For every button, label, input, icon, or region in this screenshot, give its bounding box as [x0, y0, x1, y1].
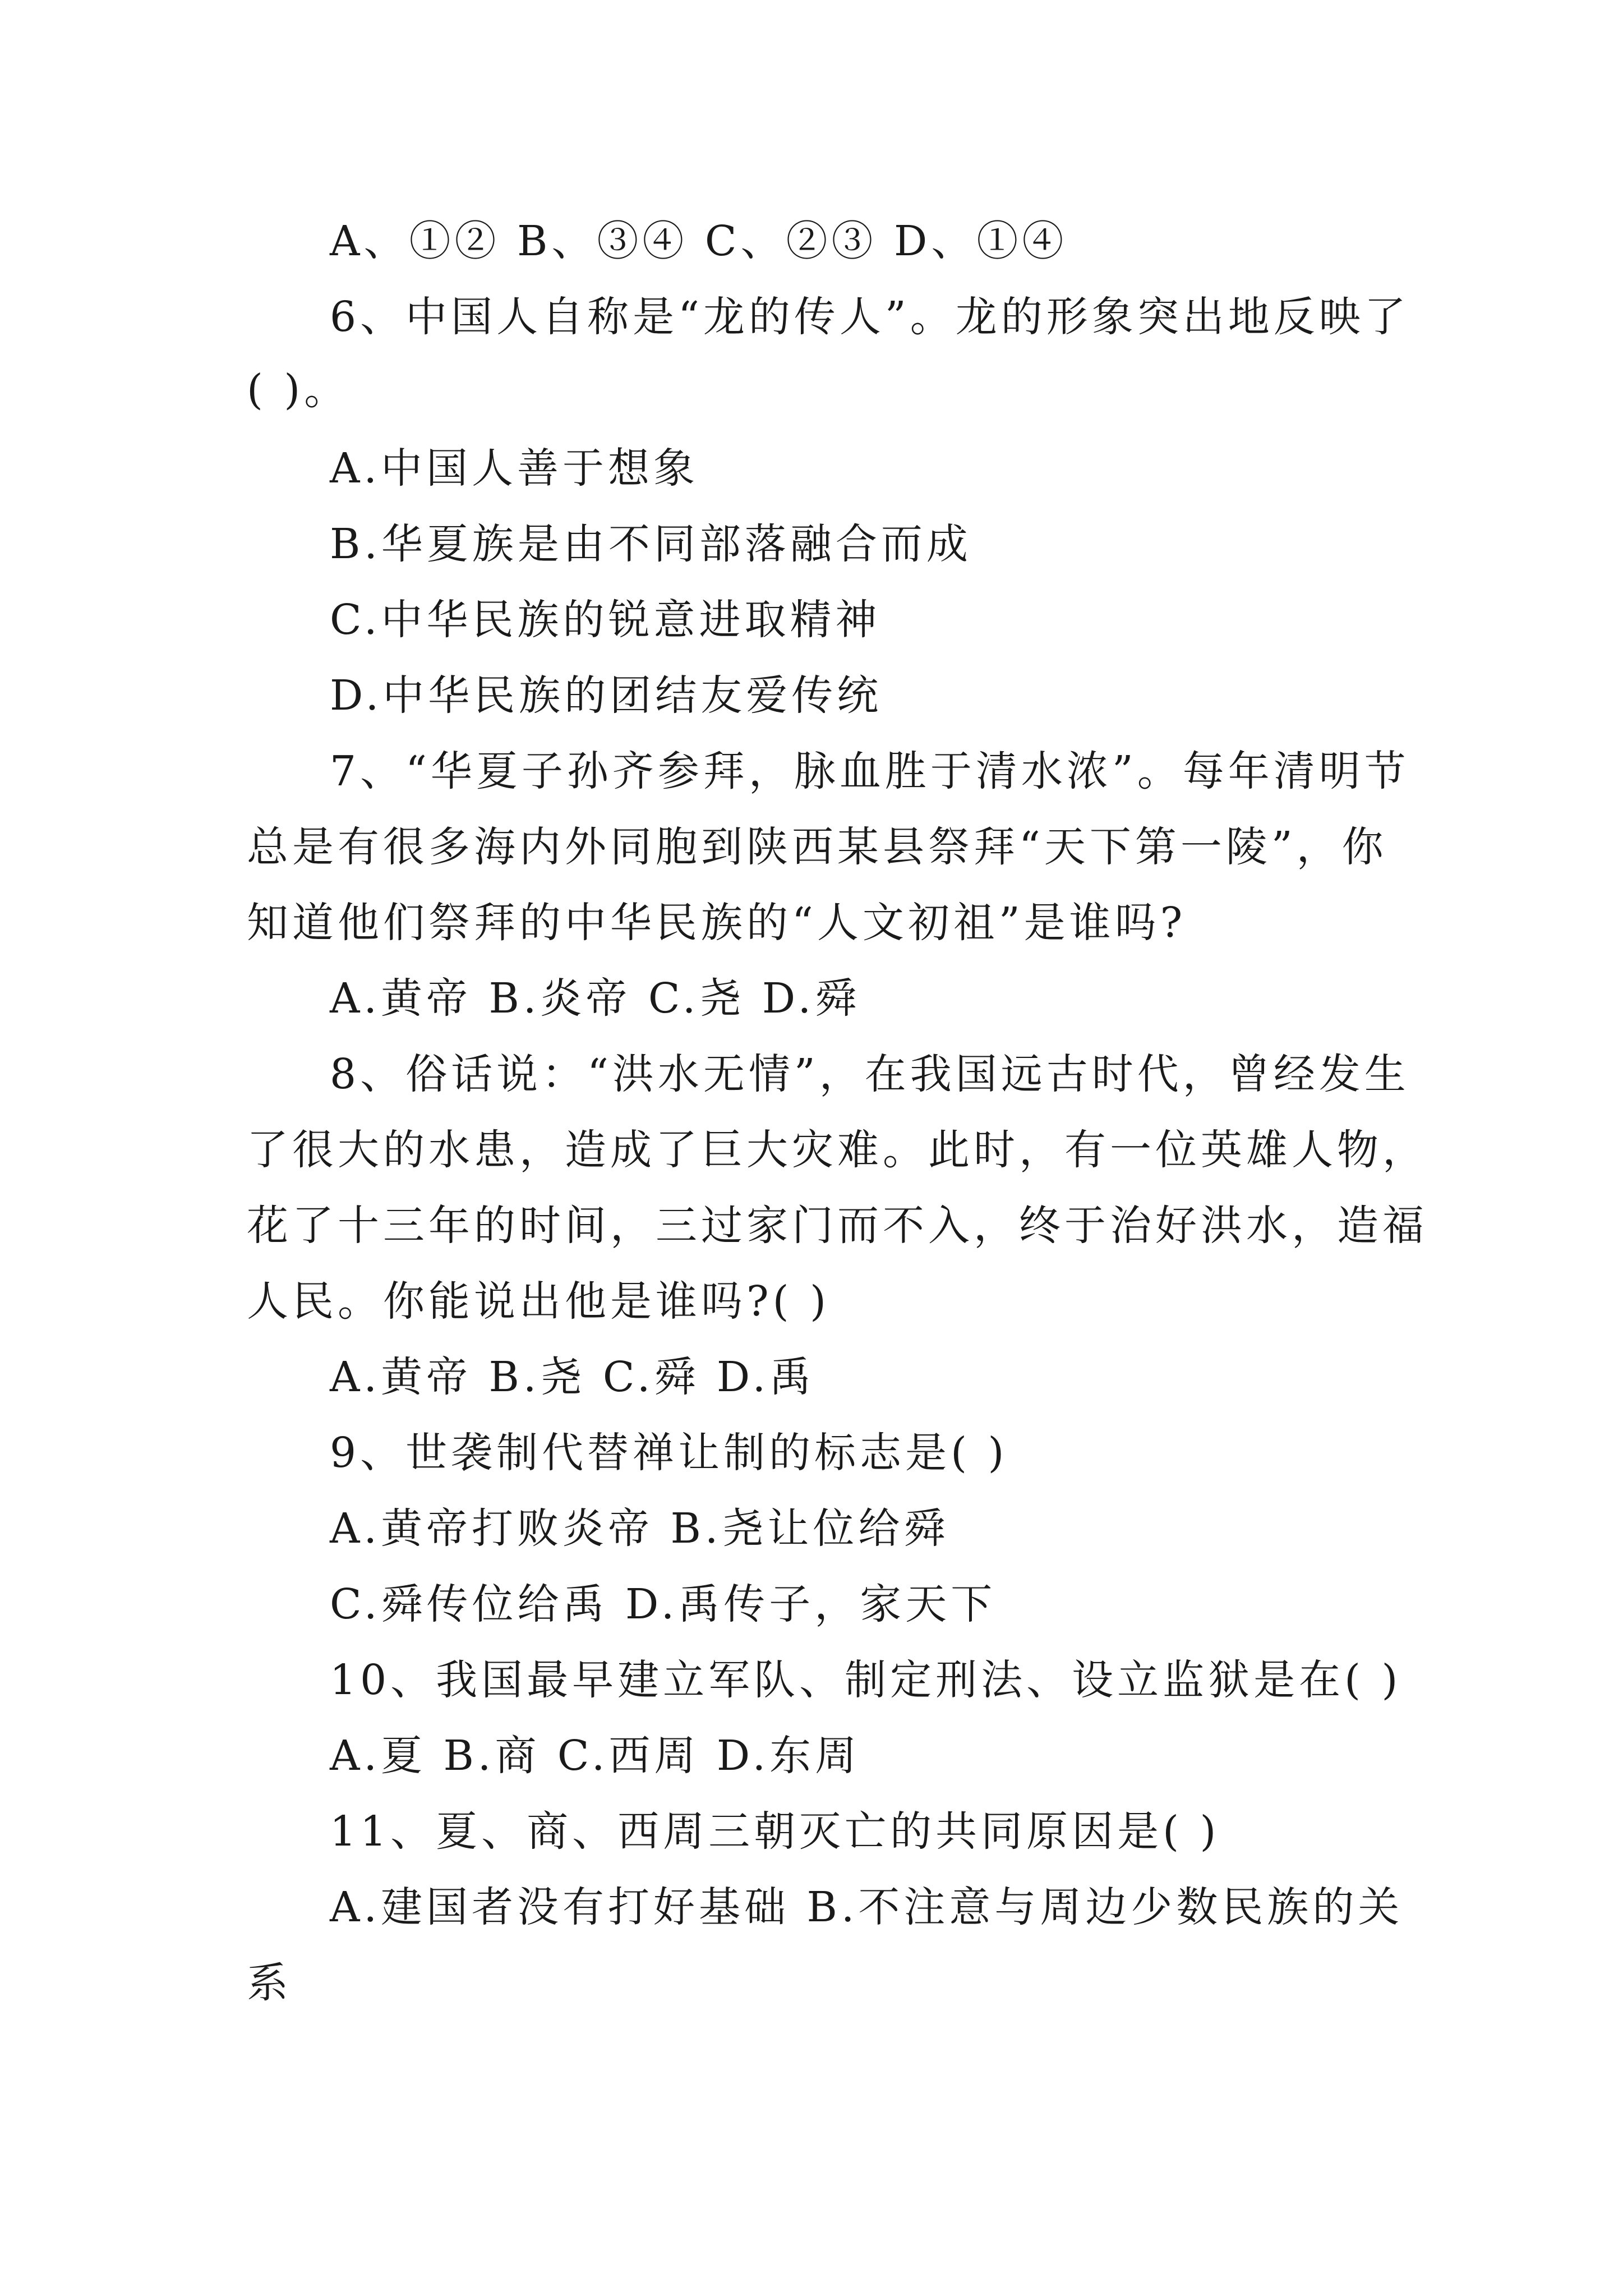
option-q6-a: A.中国人善于想象	[330, 444, 699, 493]
question-6: 6、中国人自称是“龙的传人”。龙的形象突出地反映了	[330, 293, 1410, 341]
answer-options-q5: A、①② B、③④ C、②③ D、①④	[330, 217, 1068, 265]
question-10: 10、我国最早建立军队、制定刑法、设立监狱是在( )	[330, 1656, 1402, 1704]
question-7-cont-2: 知道他们祭拜的中华民族的“人文初祖”是谁吗?	[247, 899, 1187, 947]
question-8-cont-3: 人民。你能说出他是谁吗?( )	[247, 1277, 830, 1326]
question-8-cont-1: 了很大的水患，造成了巨大灾难。此时，有一位英雄人物，	[247, 1126, 1428, 1174]
answer-options-q9-1: A.黄帝打败炎帝 B.尧让位给舜	[330, 1504, 949, 1553]
answer-options-q8: A.黄帝 B.尧 C.舜 D.禹	[330, 1353, 815, 1401]
answer-options-q7: A.黄帝 B.炎帝 C.尧 D.舜	[330, 974, 861, 1023]
question-6-cont: ( )。	[247, 366, 350, 414]
option-q6-d: D.中华民族的团结友爱传统	[330, 671, 883, 720]
answer-options-q9-2: C.舜传位给禹 D.禹传子，家天下	[330, 1580, 997, 1628]
question-7-cont-1: 总是有很多海内外同胞到陕西某县祭拜“天下第一陵”，你	[247, 823, 1387, 871]
option-q6-c: C.中华民族的锐意进取精神	[330, 596, 881, 644]
question-8: 8、俗话说：“洪水无情”，在我国远古时代，曾经发生	[330, 1050, 1410, 1098]
question-8-cont-2: 花了十三年的时间，三过家门而不入，终于治好洪水，造福	[247, 1202, 1428, 1250]
answer-options-q10: A.夏 B.商 C.西周 D.东周	[330, 1732, 861, 1780]
question-9: 9、世袭制代替禅让制的标志是( )	[330, 1429, 1008, 1477]
answer-options-q11-cont: 系	[247, 1959, 292, 2007]
question-11: 11、夏、商、西周三朝灭亡的共同原因是( )	[330, 1807, 1220, 1856]
question-7: 7、“华夏子孙齐参拜，脉血胜于清水浓”。每年清明节	[330, 747, 1410, 795]
option-q6-b: B.华夏族是由不同部落融合而成	[330, 520, 972, 568]
answer-options-q11: A.建国者没有打好基础 B.不注意与周边少数民族的关	[330, 1883, 1404, 1931]
